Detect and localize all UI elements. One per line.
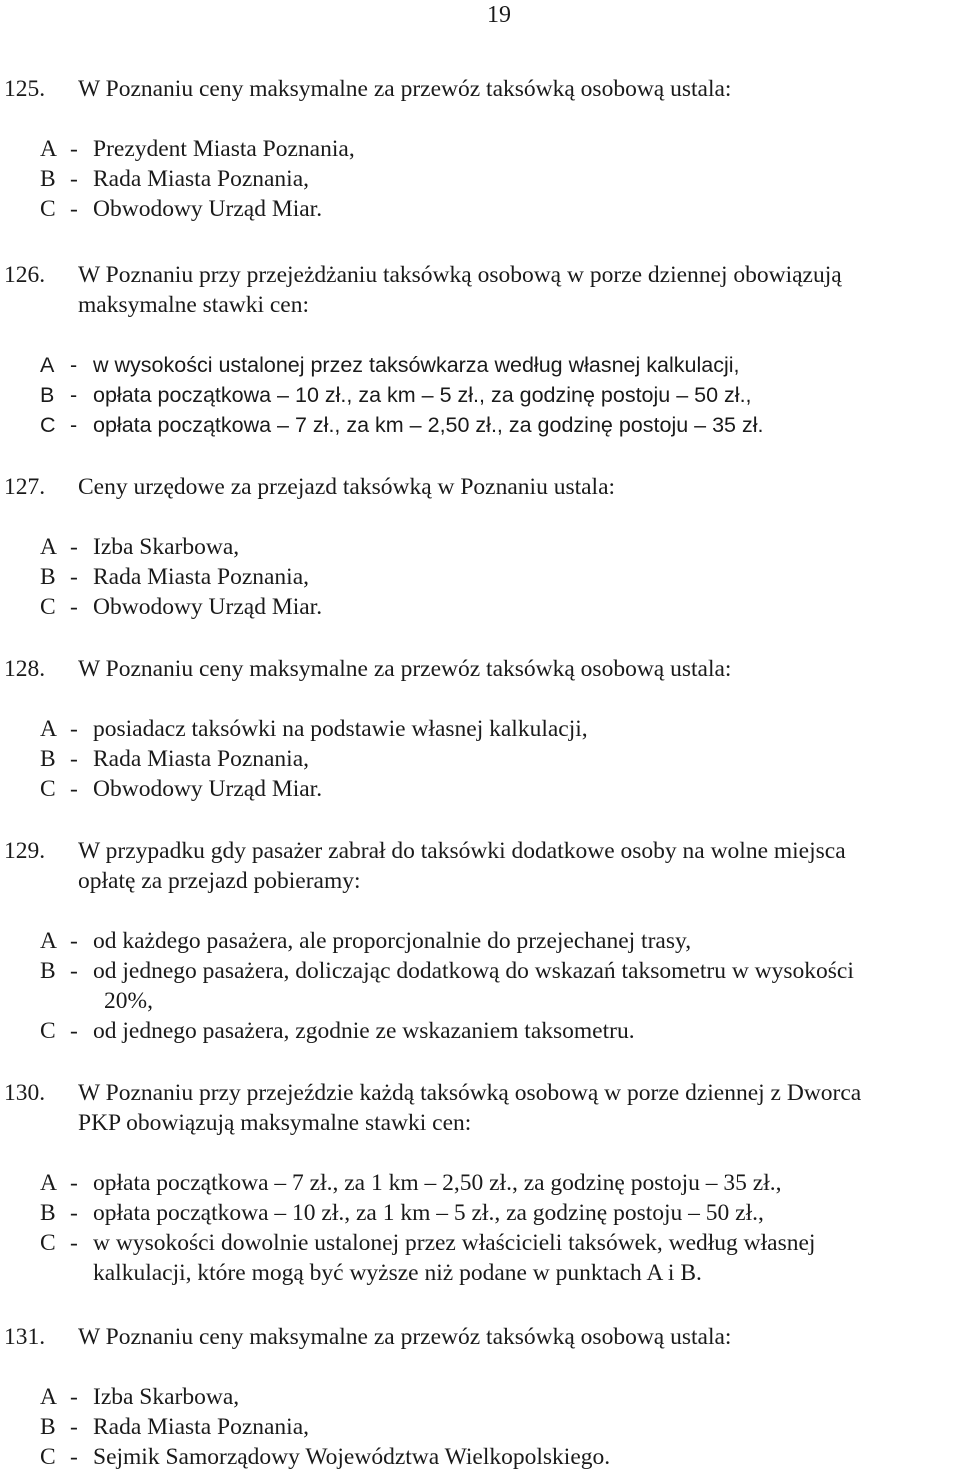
answer-letter: C [40,1018,56,1044]
answer-list [0,714,960,804]
answer-dash: - [70,746,78,772]
answer-letter: A [40,353,55,377]
answer-dash: - [70,776,78,802]
question-header [0,836,960,896]
answer-letter: C [40,196,56,222]
answer-letter: B [40,746,56,772]
answer-c [0,774,960,804]
question-128 [0,654,960,804]
answer-letter: A [40,534,57,560]
answer-dash: - [70,716,78,742]
answer-list [0,1382,960,1472]
answer-a [0,134,960,164]
answer-text: Rada Miasta Poznania, [93,166,310,192]
answer-text: posiadacz taksówki na podstawie własnej kalkulacji, [93,716,588,742]
answer-text: od jednego pasażera, doliczając dodatkową do wskazań taksometru w wysokości [93,958,854,984]
answer-letter: A [40,1170,57,1196]
answer-text: w wysokości dowolnie ustalonej przez właścicieli taksówek, według własnej [93,1230,816,1256]
answer-text: Obwodowy Urząd Miar. [93,196,323,222]
answer-text: Rada Miasta Poznania, [93,1414,310,1440]
answer-dash: - [70,136,78,162]
question-text: W przypadku gdy pasażer zabrał do taksówki dodatkowe osoby na wolne miejsca [78,838,846,864]
answer-a [0,350,960,380]
question-text: Ceny urzędowe za przejazd taksówką w Poznaniu ustala: [78,474,616,500]
answer-c [0,1442,960,1472]
answer-dash: - [70,353,78,377]
answer-dash: - [70,534,78,560]
answer-letter: B [40,1414,56,1440]
answer-b [0,380,960,410]
question-header [0,1322,960,1352]
question-header [0,260,960,320]
answer-text-line-2: 20%, [104,988,153,1014]
answer-b [0,1412,960,1442]
question-text-line-2: maksymalne stawki cen: [78,292,310,318]
answer-c [0,592,960,622]
answer-text: opłata początkowa – 7 zł., za km – 2,50 zł., za godzinę postoju – 35 zł. [93,413,764,437]
answer-a [0,1168,960,1198]
answer-list [0,1168,960,1288]
answer-b [0,744,960,774]
question-header [0,654,960,684]
page-number: 19 [487,2,511,28]
answer-dash: - [70,1018,78,1044]
question-129 [0,836,960,1046]
answer-dash: - [70,1200,78,1226]
question-131 [0,1322,960,1472]
question-text: W Poznaniu ceny maksymalne za przewóz taksówką osobową ustala: [78,1324,732,1350]
question-header [0,472,960,502]
answer-letter: B [40,166,56,192]
question-text-line-2: opłatę za przejazd pobieramy: [78,868,361,894]
answer-c [0,194,960,224]
question-text: W Poznaniu przy przejeździe każdą taksówką osobową w porze dziennej z Dworca [78,1080,862,1106]
answer-letter: B [40,1200,56,1226]
answer-text: od każdego pasażera, ale proporcjonalnie do przejechanej trasy, [93,928,692,954]
answer-b [0,956,960,1016]
answer-text: w wysokości ustalonej przez taksówkarza według własnej kalkulacji, [93,353,740,377]
answer-dash: - [70,1230,78,1256]
answer-text: Obwodowy Urząd Miar. [93,776,323,802]
question-header [0,74,960,104]
question-text: W Poznaniu ceny maksymalne za przewóz taksówką osobową ustala: [78,656,732,682]
answer-b [0,562,960,592]
answer-letter: B [40,564,56,590]
answer-letter: A [40,136,57,162]
answer-dash: - [70,166,78,192]
answer-text: Prezydent Miasta Poznania, [93,136,355,162]
answer-text: Rada Miasta Poznania, [93,564,310,590]
answer-text: Obwodowy Urząd Miar. [93,594,323,620]
answer-letter: B [40,958,56,984]
answer-text: od jednego pasażera, zgodnie ze wskazaniem taksometru. [93,1018,635,1044]
question-127 [0,472,960,622]
question-header [0,1078,960,1138]
question-number: 125. [4,76,46,102]
answer-text: opłata początkowa – 10 zł., za km – 5 zł., za godzinę postoju – 50 zł., [93,383,752,407]
question-number: 127. [4,474,46,500]
answer-dash: - [70,1444,78,1470]
answer-text: Sejmik Samorządowy Województwa Wielkopolskiego. [93,1444,611,1470]
question-number: 128. [4,656,46,682]
answer-c [0,1016,960,1046]
answer-letter: B [40,383,55,407]
answer-list [0,134,960,224]
answer-letter: C [40,594,56,620]
answer-text: Izba Skarbowa, [93,534,240,560]
answer-dash: - [70,1170,78,1196]
answer-text: Rada Miasta Poznania, [93,746,310,772]
answer-text: opłata początkowa – 10 zł., za 1 km – 5 zł., za godzinę postoju – 50 zł., [93,1200,764,1226]
answer-dash: - [70,383,78,407]
question-text: W Poznaniu przy przejeżdżaniu taksówką osobową w porze dziennej obowiązują [78,262,842,288]
answer-list [0,350,960,440]
answer-a [0,926,960,956]
answer-dash: - [70,1414,78,1440]
answer-text-line-2: kalkulacji, które mogą być wyższe niż podane w punktach A i B. [93,1260,702,1286]
answer-letter: C [40,776,56,802]
answer-a [0,1382,960,1412]
answer-c [0,410,960,440]
answer-letter: C [40,413,56,437]
question-number: 131. [4,1324,46,1350]
answer-dash: - [70,958,78,984]
answer-letter: C [40,1444,56,1470]
question-125 [0,74,960,224]
answer-dash: - [70,564,78,590]
answer-letter: A [40,1384,57,1410]
answer-list [0,532,960,622]
answer-letter: A [40,928,57,954]
answer-letter: A [40,716,57,742]
question-text-line-2: PKP obowiązują maksymalne stawki cen: [78,1110,472,1136]
answer-c [0,1228,960,1288]
answer-dash: - [70,1384,78,1410]
answer-letter: C [40,1230,56,1256]
answer-text: opłata początkowa – 7 zł., za 1 km – 2,50 zł., za godzinę postoju – 35 zł., [93,1170,782,1196]
question-126 [0,260,960,440]
answer-text: Izba Skarbowa, [93,1384,240,1410]
answer-a [0,532,960,562]
question-130 [0,1078,960,1288]
question-number: 129. [4,838,46,864]
answer-dash: - [70,594,78,620]
answer-b [0,1198,960,1228]
answer-dash: - [70,928,78,954]
answer-dash: - [70,413,78,437]
answer-a [0,714,960,744]
answer-b [0,164,960,194]
question-number: 126. [4,262,46,288]
answer-list [0,926,960,1046]
question-text: W Poznaniu ceny maksymalne za przewóz taksówką osobową ustala: [78,76,732,102]
question-number: 130. [4,1080,46,1106]
answer-dash: - [70,196,78,222]
